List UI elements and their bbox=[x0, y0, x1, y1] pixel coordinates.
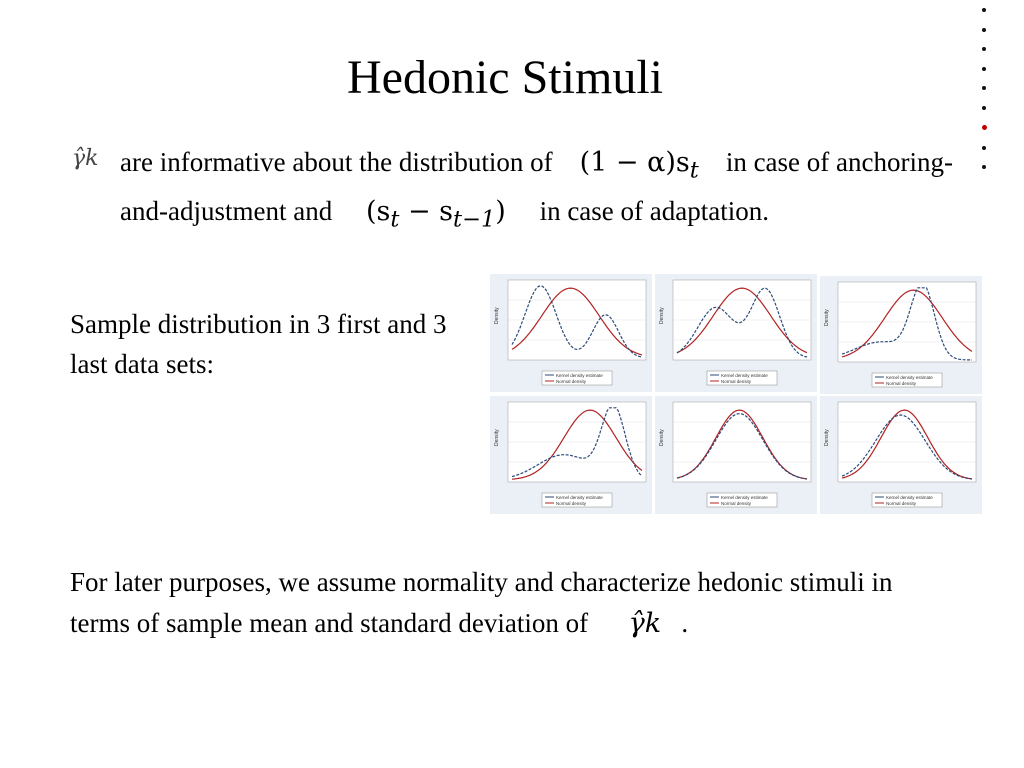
legend-label: Kernel density estimate bbox=[721, 373, 768, 378]
y-axis-label: Density bbox=[824, 309, 830, 326]
y-axis-label: Density bbox=[494, 429, 500, 446]
legend-label: Normal density bbox=[721, 379, 752, 384]
legend-label: Normal density bbox=[721, 501, 752, 506]
expr-one-minus-alpha: $(1 - \alpha)s_t$ bbox=[579, 147, 699, 184]
legend-label: Normal density bbox=[886, 381, 917, 386]
density-panel bbox=[490, 274, 652, 392]
gamma-k-inline: γ̂k bbox=[628, 607, 662, 639]
y-axis-label: Density bbox=[659, 429, 665, 446]
density-plots-grid bbox=[490, 272, 980, 514]
y-axis-label: Density bbox=[494, 307, 500, 324]
intro-text-b: in case of anchoring-and-adjustment and bbox=[120, 147, 953, 226]
gamma-k-symbol: γ̂k bbox=[72, 146, 99, 171]
intro-text-c: in case of adaptation. bbox=[539, 195, 769, 226]
legend-label: Kernel density estimate bbox=[886, 495, 933, 500]
density-chart bbox=[820, 396, 982, 514]
nav-dot-active[interactable] bbox=[982, 125, 987, 130]
density-chart bbox=[490, 396, 652, 514]
nav-dot[interactable] bbox=[982, 106, 986, 110]
density-panel bbox=[820, 276, 982, 394]
legend-label: Normal density bbox=[886, 501, 917, 506]
y-axis-label: Density bbox=[824, 429, 830, 446]
period: . bbox=[681, 607, 689, 638]
legend-label: Kernel density estimate bbox=[556, 373, 603, 378]
nav-dot[interactable] bbox=[982, 165, 986, 169]
legend-label: Kernel density estimate bbox=[556, 495, 603, 500]
legend-label: Kernel density estimate bbox=[721, 495, 768, 500]
sample-distribution-label: Sample distribution in 3 first and 3 last data sets: bbox=[70, 309, 447, 379]
legend-label: Normal density bbox=[556, 379, 587, 384]
conclusion-text: For later purposes, we assume normality and characterize hedonic stimuli in terms of sample mean and standard deviation of bbox=[70, 567, 893, 638]
density-panel bbox=[655, 396, 817, 514]
density-chart bbox=[820, 276, 982, 394]
density-panel bbox=[655, 274, 817, 392]
density-chart bbox=[655, 274, 817, 392]
nav-dot[interactable] bbox=[982, 28, 986, 32]
nav-dot[interactable] bbox=[982, 67, 986, 71]
density-chart bbox=[490, 274, 652, 392]
density-panel bbox=[490, 396, 652, 514]
legend-label: Normal density bbox=[556, 501, 587, 506]
density-panel bbox=[820, 396, 982, 514]
intro-text-a: are informative about the distribution of bbox=[120, 147, 553, 177]
nav-dot[interactable] bbox=[982, 8, 986, 12]
nav-dot[interactable] bbox=[982, 86, 986, 90]
density-chart bbox=[655, 396, 817, 514]
y-axis-label: Density bbox=[659, 307, 665, 324]
nav-dot[interactable] bbox=[982, 146, 986, 150]
conclusion-paragraph bbox=[70, 562, 950, 644]
expr-st-minus-st1: $(s_t - s_{t-1})$ bbox=[365, 195, 506, 233]
legend-label: Kernel density estimate bbox=[886, 375, 933, 380]
slide-title: Hedonic Stimuli bbox=[347, 51, 663, 104]
intro-paragraph bbox=[120, 142, 980, 240]
nav-dot[interactable] bbox=[982, 47, 986, 51]
